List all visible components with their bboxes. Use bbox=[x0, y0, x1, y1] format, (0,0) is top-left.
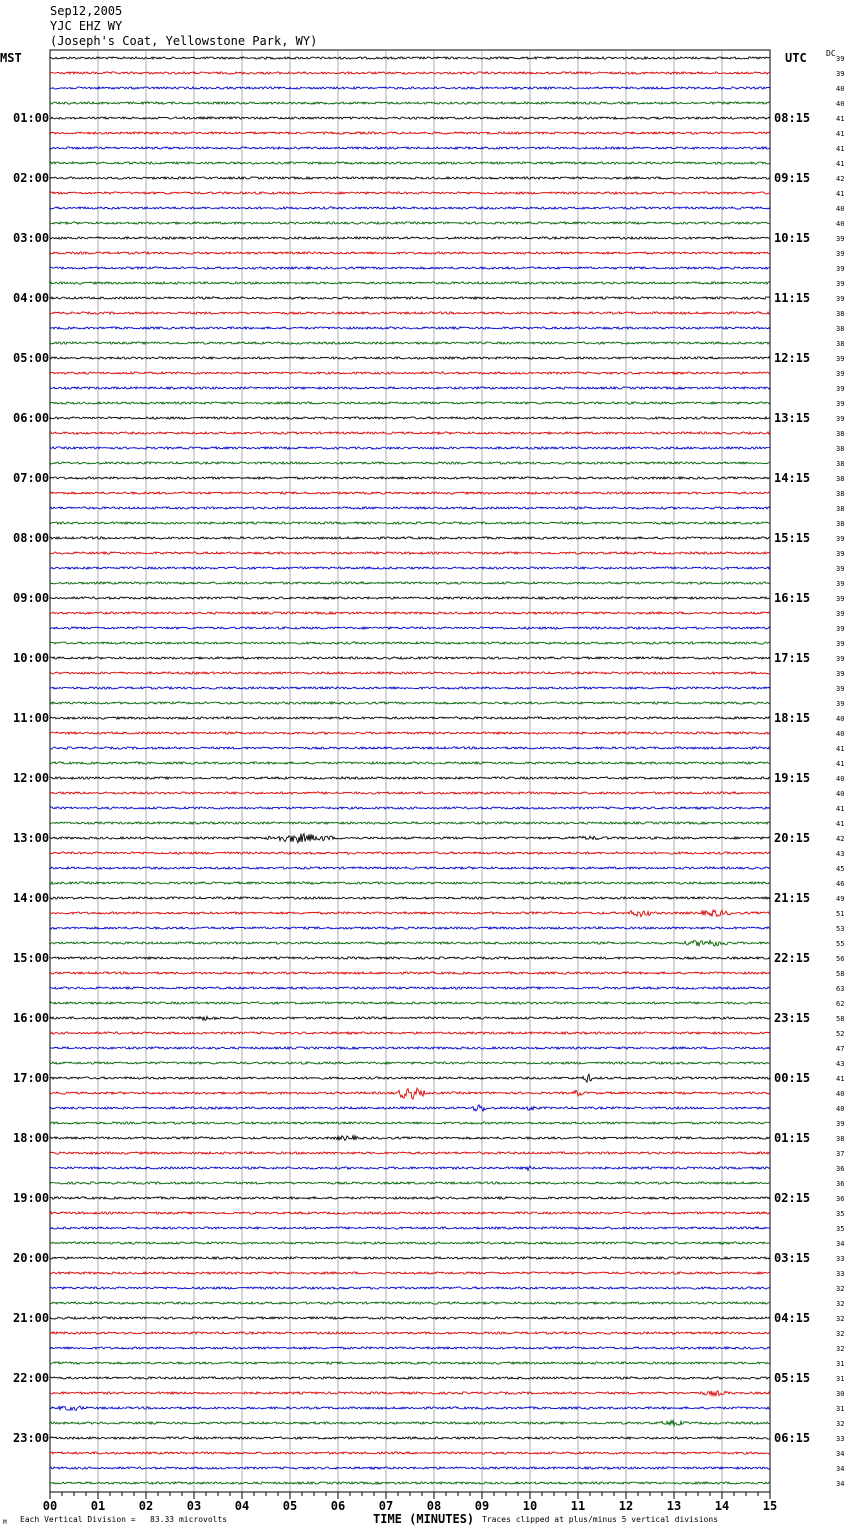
seismic-trace bbox=[50, 807, 770, 809]
utc-hour-label: 14:15 bbox=[774, 471, 811, 485]
header-station: YJC EHZ WY bbox=[50, 19, 123, 33]
seismic-trace bbox=[50, 462, 770, 464]
mst-hour-label: 20:00 bbox=[13, 1251, 50, 1265]
seismic-trace bbox=[50, 1242, 770, 1244]
seismic-trace bbox=[50, 1152, 770, 1154]
dc-offset-value: 58 bbox=[836, 1015, 845, 1023]
dc-offset-value: 46 bbox=[836, 880, 845, 888]
dc-offset-value: 40 bbox=[836, 85, 845, 93]
seismic-trace bbox=[50, 627, 770, 629]
seismic-trace bbox=[50, 1482, 770, 1484]
seismic-trace bbox=[50, 882, 770, 884]
dc-offset-value: 40 bbox=[836, 790, 845, 798]
mst-hour-label: 03:00 bbox=[13, 231, 50, 245]
dc-offset-value: 38 bbox=[836, 430, 845, 438]
mst-hour-label: 15:00 bbox=[13, 951, 50, 965]
dc-offset-value: 32 bbox=[836, 1420, 845, 1428]
dc-offset-value: 38 bbox=[836, 325, 845, 333]
seismic-trace bbox=[50, 372, 770, 374]
x-tick-label: 05 bbox=[282, 1499, 298, 1513]
mst-hour-label: 18:00 bbox=[13, 1131, 50, 1145]
dc-offset-value: 45 bbox=[836, 865, 845, 873]
utc-hour-label: 13:15 bbox=[774, 411, 811, 425]
seismic-trace bbox=[50, 1391, 770, 1396]
x-tick-label: 12 bbox=[618, 1499, 634, 1513]
dc-offset-value: 39 bbox=[836, 565, 845, 573]
seismic-trace bbox=[50, 1347, 770, 1349]
seismic-trace bbox=[50, 642, 770, 644]
utc-hour-label: 11:15 bbox=[774, 291, 811, 305]
seismic-trace bbox=[50, 267, 770, 269]
dc-offset-value: 41 bbox=[836, 1075, 845, 1083]
seismic-trace bbox=[50, 1166, 770, 1170]
dc-offset-value: 39 bbox=[836, 265, 845, 273]
seismic-trace bbox=[50, 417, 770, 419]
dc-offset-value: 62 bbox=[836, 1000, 845, 1008]
seismic-trace bbox=[50, 252, 770, 254]
seismic-trace bbox=[50, 852, 770, 854]
utc-hour-label: 03:15 bbox=[774, 1251, 811, 1265]
x-tick-label: 03 bbox=[186, 1499, 202, 1513]
x-tick-label: 11 bbox=[570, 1499, 586, 1513]
utc-hour-label: 09:15 bbox=[774, 171, 811, 185]
seismic-trace bbox=[50, 1257, 770, 1259]
dc-offset-value: 41 bbox=[836, 805, 845, 813]
x-tick-label: 04 bbox=[234, 1499, 250, 1513]
dc-offset-value: 39 bbox=[836, 580, 845, 588]
seismic-trace bbox=[50, 657, 770, 659]
mst-hour-label: 12:00 bbox=[13, 771, 50, 785]
x-tick-label: 07 bbox=[378, 1499, 394, 1513]
utc-hour-label: 16:15 bbox=[774, 591, 811, 605]
x-tick-label: 15 bbox=[762, 1499, 778, 1513]
seismic-trace bbox=[50, 522, 770, 524]
mst-hour-label: 07:00 bbox=[13, 471, 50, 485]
dc-offset-value: 34 bbox=[836, 1240, 845, 1248]
dc-offset-value: 56 bbox=[836, 955, 845, 963]
dc-offset-value: 39 bbox=[836, 250, 845, 258]
seismic-trace bbox=[50, 762, 770, 764]
dc-offset-value: 38 bbox=[836, 475, 845, 483]
dc-offset-value: 39 bbox=[836, 55, 845, 63]
seismic-trace bbox=[50, 222, 770, 224]
dc-offset-value: 38 bbox=[836, 1135, 845, 1143]
plot-frame bbox=[50, 50, 770, 1492]
seismic-trace bbox=[50, 1105, 770, 1111]
seismic-trace bbox=[50, 792, 770, 794]
seismic-trace bbox=[50, 282, 770, 284]
dc-offset-value: 39 bbox=[836, 685, 845, 693]
seismic-trace bbox=[50, 1074, 770, 1082]
dc-offset-value: 39 bbox=[836, 355, 845, 363]
x-tick-label: 00 bbox=[42, 1499, 58, 1513]
seismic-trace bbox=[50, 1437, 770, 1439]
seismic-trace bbox=[50, 207, 770, 209]
dc-offset-value: 41 bbox=[836, 190, 845, 198]
dc-offset-value: 39 bbox=[836, 295, 845, 303]
dc-offset-value: 33 bbox=[836, 1255, 845, 1263]
dc-offset-value: 40 bbox=[836, 100, 845, 108]
utc-hour-label: 05:15 bbox=[774, 1371, 811, 1385]
mst-hour-label: 16:00 bbox=[13, 1011, 50, 1025]
dc-offset-value: 38 bbox=[836, 340, 845, 348]
x-tick-label: 14 bbox=[714, 1499, 730, 1513]
seismic-trace bbox=[50, 582, 770, 584]
dc-column-label: DC bbox=[826, 49, 836, 58]
dc-offset-value: 36 bbox=[836, 1165, 845, 1173]
seismic-trace bbox=[50, 327, 770, 329]
dc-offset-value: 47 bbox=[836, 1045, 845, 1053]
dc-offset-value: 34 bbox=[836, 1480, 845, 1488]
seismic-trace bbox=[50, 927, 770, 929]
dc-offset-value: 39 bbox=[836, 370, 845, 378]
mst-hour-label: 05:00 bbox=[13, 351, 50, 365]
seismic-trace bbox=[50, 492, 770, 494]
clip-note: Traces clipped at plus/minus 5 vertical divisions bbox=[482, 1515, 719, 1524]
dc-offset-value: 40 bbox=[836, 205, 845, 213]
utc-hour-label: 22:15 bbox=[774, 951, 811, 965]
dc-offset-value: 53 bbox=[836, 925, 845, 933]
mst-hour-label: 02:00 bbox=[13, 171, 50, 185]
seismic-trace bbox=[50, 387, 770, 389]
seismic-trace bbox=[50, 162, 770, 164]
dc-offset-value: 41 bbox=[836, 130, 845, 138]
x-tick-label: 10 bbox=[522, 1499, 538, 1513]
utc-hour-label: 06:15 bbox=[774, 1431, 811, 1445]
dc-offset-value: 42 bbox=[836, 835, 845, 843]
seismic-trace bbox=[50, 132, 770, 134]
mst-hour-label: 13:00 bbox=[13, 831, 50, 845]
dc-offset-value: 52 bbox=[836, 1030, 845, 1038]
mst-hour-label: 09:00 bbox=[13, 591, 50, 605]
seismic-trace bbox=[50, 447, 770, 449]
utc-hour-label: 15:15 bbox=[774, 531, 811, 545]
header-location: (Joseph's Coat, Yellowstone Park, WY) bbox=[50, 34, 318, 48]
mst-hour-label: 08:00 bbox=[13, 531, 50, 545]
seismic-trace bbox=[50, 702, 770, 704]
seismic-trace bbox=[50, 1227, 770, 1229]
seismic-trace bbox=[50, 717, 770, 719]
seismic-trace bbox=[50, 1182, 770, 1184]
dc-offset-value: 39 bbox=[836, 610, 845, 618]
mst-hour-label: 21:00 bbox=[13, 1311, 50, 1325]
x-tick-label: 02 bbox=[138, 1499, 154, 1513]
utc-hour-label: 19:15 bbox=[774, 771, 811, 785]
seismic-trace bbox=[50, 940, 770, 946]
seismic-trace bbox=[50, 192, 770, 194]
seismic-trace bbox=[50, 477, 770, 479]
seismic-trace bbox=[50, 1421, 770, 1426]
dc-offset-value: 39 bbox=[836, 550, 845, 558]
utc-hour-label: 18:15 bbox=[774, 711, 811, 725]
seismic-trace bbox=[50, 897, 770, 899]
seismic-trace bbox=[50, 1362, 770, 1364]
dc-offset-value: 55 bbox=[836, 940, 845, 948]
dc-offset-value: 32 bbox=[836, 1285, 845, 1293]
seismic-trace bbox=[50, 567, 770, 569]
dc-offset-value: 41 bbox=[836, 745, 845, 753]
dc-offset-value: 38 bbox=[836, 490, 845, 498]
dc-offset-value: 32 bbox=[836, 1330, 845, 1338]
division-note: Each Vertical Division = 83.33 microvolts bbox=[20, 1515, 228, 1524]
dc-offset-value: 32 bbox=[836, 1345, 845, 1353]
dc-offset-value: 58 bbox=[836, 970, 845, 978]
dc-offset-value: 39 bbox=[836, 385, 845, 393]
header-date: Sep12,2005 bbox=[50, 4, 123, 18]
dc-offset-value: 40 bbox=[836, 1090, 845, 1098]
seismic-trace bbox=[50, 1377, 770, 1379]
seismic-trace bbox=[50, 177, 770, 179]
seismic-trace bbox=[50, 972, 770, 974]
dc-offset-value: 39 bbox=[836, 280, 845, 288]
x-tick-label: 06 bbox=[330, 1499, 346, 1513]
dc-offset-value: 41 bbox=[836, 820, 845, 828]
dc-offset-value: 42 bbox=[836, 175, 845, 183]
utc-hour-label: 20:15 bbox=[774, 831, 811, 845]
x-tick-label: 08 bbox=[426, 1499, 442, 1513]
seismic-trace bbox=[50, 1122, 770, 1124]
dc-offset-value: 40 bbox=[836, 220, 845, 228]
dc-offset-value: 32 bbox=[836, 1315, 845, 1323]
utc-hour-label: 23:15 bbox=[774, 1011, 811, 1025]
dc-offset-value: 33 bbox=[836, 1435, 845, 1443]
seismic-trace bbox=[50, 342, 770, 344]
seismic-trace bbox=[50, 1136, 770, 1141]
utc-hour-label: 04:15 bbox=[774, 1311, 811, 1325]
utc-hour-label: 01:15 bbox=[774, 1131, 811, 1145]
utc-hour-label: 00:15 bbox=[774, 1071, 811, 1085]
dc-offset-value: 43 bbox=[836, 1060, 845, 1068]
seismic-trace bbox=[50, 910, 770, 917]
corner-mark: M bbox=[3, 1519, 7, 1526]
seismic-trace bbox=[50, 72, 770, 74]
dc-offset-value: 49 bbox=[836, 895, 845, 903]
mst-hour-label: 19:00 bbox=[13, 1191, 50, 1205]
seismic-trace bbox=[50, 1032, 770, 1034]
dc-offset-value: 38 bbox=[836, 460, 845, 468]
utc-hour-label: 21:15 bbox=[774, 891, 811, 905]
seismic-trace bbox=[50, 1088, 770, 1099]
dc-offset-value: 32 bbox=[836, 1300, 845, 1308]
dc-offset-value: 39 bbox=[836, 235, 845, 243]
mst-hour-label: 10:00 bbox=[13, 651, 50, 665]
x-tick-label: 01 bbox=[90, 1499, 106, 1513]
seismic-trace bbox=[50, 612, 770, 614]
dc-offset-value: 41 bbox=[836, 160, 845, 168]
seismic-trace bbox=[50, 1317, 770, 1319]
mst-hour-label: 04:00 bbox=[13, 291, 50, 305]
seismic-trace bbox=[50, 747, 770, 749]
dc-offset-value: 41 bbox=[836, 760, 845, 768]
dc-offset-value: 37 bbox=[836, 1150, 845, 1158]
seismic-trace bbox=[50, 1002, 770, 1004]
seismic-trace bbox=[50, 57, 770, 59]
dc-offset-value: 35 bbox=[836, 1225, 845, 1233]
dc-offset-value: 39 bbox=[836, 700, 845, 708]
seismic-trace bbox=[50, 87, 770, 89]
dc-offset-value: 41 bbox=[836, 145, 845, 153]
seismic-trace bbox=[50, 237, 770, 239]
x-tick-label: 13 bbox=[666, 1499, 682, 1513]
dc-offset-value: 51 bbox=[836, 910, 845, 918]
mst-hour-label: 01:00 bbox=[13, 111, 50, 125]
seismic-trace bbox=[50, 1062, 770, 1064]
dc-offset-value: 39 bbox=[836, 625, 845, 633]
dc-offset-value: 31 bbox=[836, 1405, 845, 1413]
x-axis-title: TIME (MINUTES) bbox=[373, 1512, 475, 1526]
seismic-trace bbox=[50, 402, 770, 404]
dc-offset-value: 39 bbox=[836, 595, 845, 603]
dc-offset-value: 40 bbox=[836, 775, 845, 783]
dc-offset-value: 41 bbox=[836, 115, 845, 123]
dc-offset-value: 40 bbox=[836, 730, 845, 738]
seismic-trace bbox=[50, 1197, 770, 1199]
seismic-trace bbox=[50, 147, 770, 149]
seismic-trace bbox=[50, 597, 770, 599]
mst-hour-label: 11:00 bbox=[13, 711, 50, 725]
seismic-trace bbox=[50, 432, 770, 434]
dc-offset-value: 30 bbox=[836, 1390, 845, 1398]
utc-axis-label: UTC bbox=[785, 51, 807, 65]
utc-hour-label: 08:15 bbox=[774, 111, 811, 125]
dc-offset-value: 40 bbox=[836, 1105, 845, 1113]
seismic-trace bbox=[50, 1047, 770, 1049]
dc-offset-value: 33 bbox=[836, 1270, 845, 1278]
dc-offset-value: 31 bbox=[836, 1360, 845, 1368]
dc-offset-value: 34 bbox=[836, 1450, 845, 1458]
dc-offset-value: 36 bbox=[836, 1180, 845, 1188]
mst-hour-label: 17:00 bbox=[13, 1071, 50, 1085]
x-tick-label: 09 bbox=[474, 1499, 490, 1513]
utc-hour-label: 10:15 bbox=[774, 231, 811, 245]
dc-offset-value: 43 bbox=[836, 850, 845, 858]
seismic-trace bbox=[50, 777, 770, 779]
dc-offset-value: 39 bbox=[836, 70, 845, 78]
mst-hour-label: 23:00 bbox=[13, 1431, 50, 1445]
seismic-trace bbox=[50, 867, 770, 869]
dc-offset-value: 38 bbox=[836, 505, 845, 513]
seismic-trace bbox=[50, 507, 770, 509]
seismic-trace bbox=[50, 672, 770, 674]
dc-offset-value: 38 bbox=[836, 310, 845, 318]
dc-offset-value: 39 bbox=[836, 535, 845, 543]
dc-offset-value: 63 bbox=[836, 985, 845, 993]
seismic-trace bbox=[50, 1212, 770, 1214]
seismic-trace bbox=[50, 312, 770, 314]
seismic-trace bbox=[50, 537, 770, 539]
dc-offset-value: 39 bbox=[836, 400, 845, 408]
seismic-trace bbox=[50, 1272, 770, 1274]
seismic-trace bbox=[50, 822, 770, 824]
dc-offset-value: 36 bbox=[836, 1195, 845, 1203]
seismic-trace bbox=[50, 957, 770, 959]
dc-offset-value: 38 bbox=[836, 445, 845, 453]
seismic-trace bbox=[50, 552, 770, 554]
seismic-trace bbox=[50, 1332, 770, 1334]
dc-offset-value: 40 bbox=[836, 715, 845, 723]
dc-offset-value: 31 bbox=[836, 1375, 845, 1383]
dc-offset-value: 38 bbox=[836, 520, 845, 528]
dc-offset-value: 39 bbox=[836, 415, 845, 423]
seismic-trace bbox=[50, 1016, 770, 1020]
seismic-trace bbox=[50, 732, 770, 734]
utc-hour-label: 12:15 bbox=[774, 351, 811, 365]
dc-offset-value: 39 bbox=[836, 640, 845, 648]
seismic-trace bbox=[50, 687, 770, 689]
utc-hour-label: 02:15 bbox=[774, 1191, 811, 1205]
seismic-trace bbox=[50, 1467, 770, 1469]
dc-offset-value: 34 bbox=[836, 1465, 845, 1473]
mst-hour-label: 14:00 bbox=[13, 891, 50, 905]
dc-offset-value: 39 bbox=[836, 670, 845, 678]
seismic-trace bbox=[50, 297, 770, 299]
mst-axis-label: MST bbox=[0, 51, 22, 65]
seismic-trace bbox=[50, 834, 770, 843]
seismic-trace bbox=[50, 357, 770, 359]
dc-offset-value: 35 bbox=[836, 1210, 845, 1218]
seismic-trace bbox=[50, 1452, 770, 1454]
mst-hour-label: 22:00 bbox=[13, 1371, 50, 1385]
seismic-trace bbox=[50, 1302, 770, 1304]
seismic-trace bbox=[50, 1287, 770, 1289]
seismic-trace bbox=[50, 1406, 770, 1410]
seismic-trace bbox=[50, 117, 770, 119]
seismic-trace bbox=[50, 102, 770, 104]
dc-offset-value: 39 bbox=[836, 1120, 845, 1128]
seismic-trace bbox=[50, 987, 770, 989]
utc-hour-label: 17:15 bbox=[774, 651, 811, 665]
mst-hour-label: 06:00 bbox=[13, 411, 50, 425]
dc-offset-value: 39 bbox=[836, 655, 845, 663]
